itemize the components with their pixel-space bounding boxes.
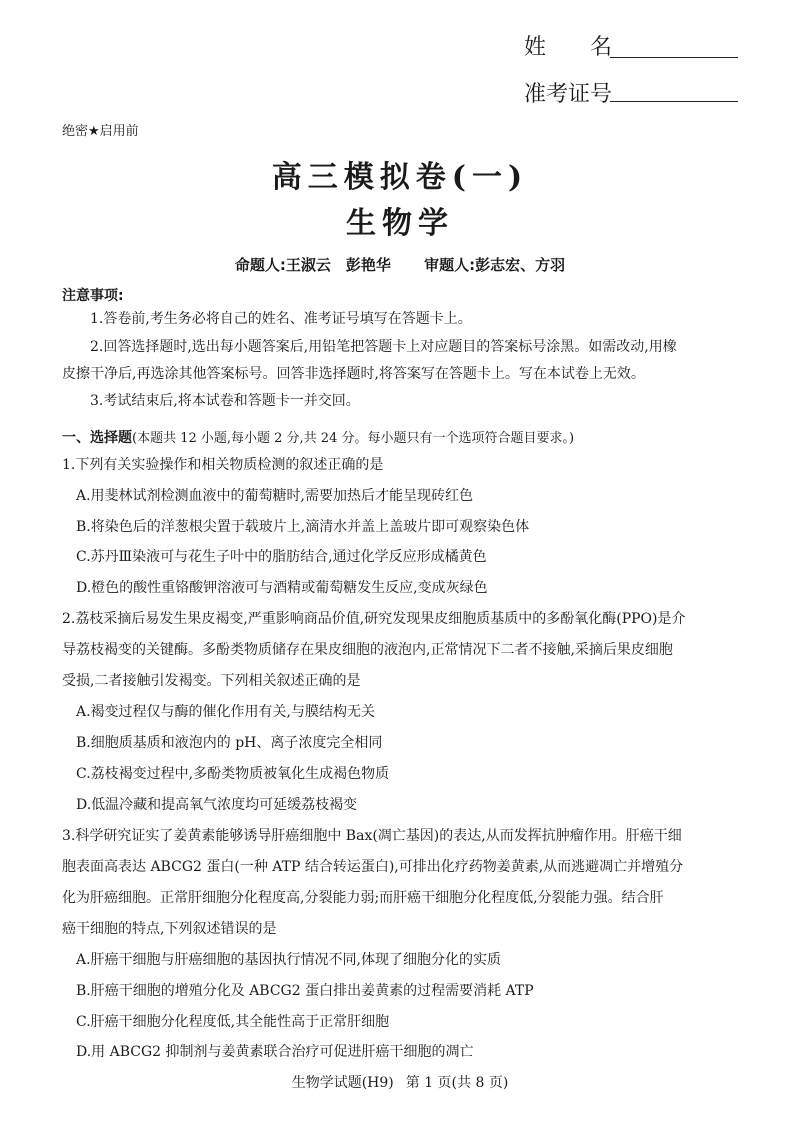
exam-title: 高三模拟卷(一): [271, 160, 529, 195]
question-2-option-c: C.荔枝褐变过程中,多酚类物质被氧化生成褐色物质: [76, 766, 390, 782]
exam-id-label: 准考证号: [524, 82, 613, 107]
question-1-option-b: B.将染色后的洋葱根尖置于载玻片上,滴清水并盖上盖玻片即可观察染色体: [76, 519, 530, 535]
question-3-option-b: B.肝癌干细胞的增殖分化及 ABCG2 蛋白排出姜黄素的过程需要消耗 ATP: [76, 983, 534, 999]
name-underline: [610, 57, 738, 58]
question-2-option-d: D.低温冷藏和提高氧气浓度均可延缓荔枝褐变: [76, 797, 358, 813]
question-2-stem-line: 导荔枝褐变的关键酶。多酚类物质储存在果皮细胞的液泡内,正常情况下二者不接触,采摘后果皮细胞: [62, 642, 673, 658]
section-note: (本题共 12 小题,每小题 2 分,共 24 分。每小题只有一个选项符合题目要求。): [132, 431, 575, 446]
question-3-option-d: D.用 ABCG2 抑制剂与姜黄素联合治疗可促进肝癌干细胞的凋亡: [76, 1044, 474, 1060]
exam-id-underline: [610, 101, 738, 102]
page-footer: [0, 1072, 800, 1092]
question-1-option-d: D.橙色的酸性重铬酸钾溶液可与酒精或葡萄糖发生反应,变成灰绿色: [76, 580, 488, 596]
section-title: 一、选择题: [62, 430, 132, 446]
question-2-stem-line: 受损,二者接触引发褐变。下列相关叙述正确的是: [62, 673, 361, 689]
question-1-stem: 1.下列有关实验操作和相关物质检测的叙述正确的是: [62, 457, 384, 473]
note-item: 2.回答选择题时,选出每小题答案后,用铅笔把答题卡上对应题目的答案标号涂黑。如需改动,用橡: [90, 339, 677, 355]
note-item: 1.答卷前,考生务必将自己的姓名、准考证号填写在答题卡上。: [90, 311, 472, 327]
question-3-stem-line: 癌干细胞的特点,下列叙述错误的是: [62, 921, 277, 937]
question-setters: 命题人:王淑云 彭艳华: [234, 256, 391, 274]
subject-title: 生物学: [346, 206, 454, 241]
question-3-option-c: C.肝癌干细胞分化程度低,其全能性高于正常肝细胞: [76, 1014, 390, 1030]
name-label: 姓 名: [524, 35, 613, 60]
notes-title: 注意事项:: [62, 288, 124, 304]
footer-page-number: 第 1 页(共 8 页): [405, 1075, 509, 1091]
footer-paper-name: 生物学试题(H9): [291, 1075, 394, 1091]
authors-line: [0, 254, 800, 275]
note-item: 3.考试结束后,将本试卷和答题卡一并交回。: [90, 393, 360, 409]
question-2-option-b: B.细胞质基质和液泡内的 pH、离子浓度完全相同: [76, 735, 383, 751]
question-1-option-c: C.苏丹Ⅲ染液可与花生子叶中的脂肪结合,通过化学反应形成橘黄色: [76, 549, 487, 565]
note-item: 皮擦干净后,再选涂其他答案标号。回答非选择题时,将答案写在答题卡上。写在本试卷上无效。: [62, 366, 645, 382]
confidential-mark: 绝密★启用前: [62, 124, 139, 139]
question-2-option-a: A.褐变过程仅与酶的催化作用有关,与膜结构无关: [76, 704, 376, 720]
section-heading: [62, 427, 574, 447]
question-reviewers: 审题人:彭志宏、方羽: [424, 256, 566, 274]
question-3-option-a: A.肝癌干细胞与肝癌细胞的基因执行情况不同,体现了细胞分化的实质: [76, 952, 502, 968]
question-2-stem-line: 2.荔枝采摘后易发生果皮褐变,严重影响商品价值,研究发现果皮细胞质基质中的多酚氧化酶(PPO)是介: [62, 611, 686, 627]
question-3-stem-line: 化为肝癌细胞。正常肝细胞分化程度高,分裂能力弱;而肝癌干细胞分化程度低,分裂能力强。结合肝: [62, 890, 664, 906]
question-1-option-a: A.用斐林试剂检测血液中的葡萄糖时,需要加热后才能呈现砖红色: [76, 488, 474, 504]
question-3-stem-line: 3.科学研究证实了姜黄素能够诱导肝癌细胞中 Bax(凋亡基因)的表达,从而发挥抗肿瘤作用。肝癌干细: [62, 828, 682, 844]
question-3-stem-line: 胞表面高表达 ABCG2 蛋白(一种 ATP 结合转运蛋白),可排出化疗药物姜黄素,从而逃避凋亡并增殖分: [62, 859, 684, 875]
